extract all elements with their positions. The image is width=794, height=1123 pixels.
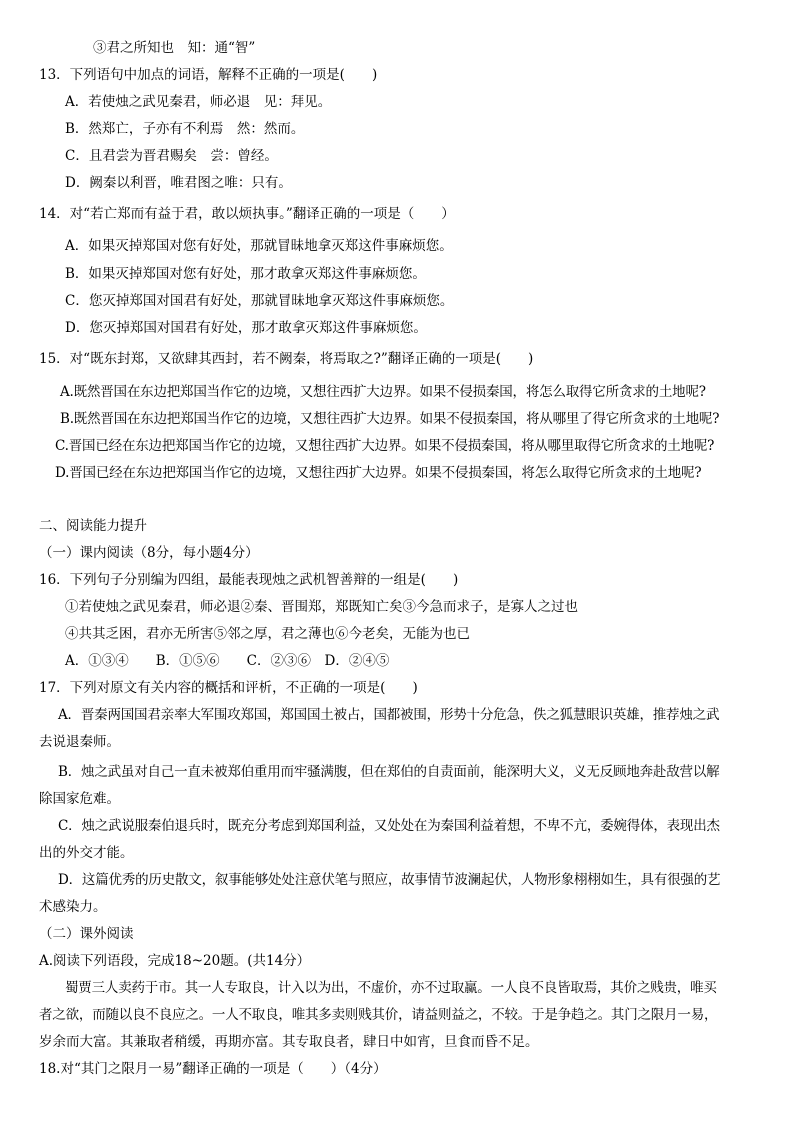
q12-option-3: ③君之所知也 知：通“智” bbox=[93, 40, 256, 56]
q17-option-b-line2: 除国家危难。 bbox=[39, 791, 120, 807]
q17-stem: 17．下列对原文有关内容的概括和评析，不正确的一项是( ) bbox=[39, 680, 418, 696]
subsection-extracurricular: （二）课外阅读 bbox=[39, 926, 134, 942]
q13-option-d: D．阙秦以利晋，唯君图之唯：只有。 bbox=[65, 175, 292, 191]
q17-option-d-line2: 术感染力。 bbox=[39, 899, 107, 915]
q17-option-c-line2: 出的外交才能。 bbox=[39, 845, 134, 861]
q13-option-b: B．然郑亡，子亦有不利焉 然：然而。 bbox=[65, 121, 305, 137]
q15-option-a: A.既然晋国在东边把郑国当作它的边境，又想往西扩大边界。如果不侵损秦国，将怎么取得它所贪求的土地呢? bbox=[60, 384, 706, 400]
q13-stem: 13．下列语句中加点的词语，解释不正确的一项是( ) bbox=[39, 67, 378, 83]
q13-option-c: C．且君尝为晋君赐矣 尝：曾经。 bbox=[65, 148, 278, 164]
q17-option-a-line2: 去说退秦师。 bbox=[39, 734, 120, 750]
q17-option-d-line1: D．这篇优秀的历史散文，叙事能够处处注意伏笔与照应，故事情节波澜起伏，人物形象栩栩如生，具有很强的艺 bbox=[58, 872, 721, 888]
passage-line-1: 蜀贾三人卖药于市。其一人专取良，计入以为出，不虚价，亦不过取赢。一人良不良皆取焉，其价之贱贵，唯买 bbox=[65, 980, 717, 996]
q13-option-a: A．若使烛之武见秦君，师必退 见：拜见。 bbox=[65, 94, 332, 110]
q16-sentences-2: ④共其乏困，君亦无所害⑤邻之厚，君之薄也⑥今老矣，无能为也已 bbox=[65, 626, 470, 642]
q17-option-a-line1: A．晋秦两国国君亲率大军围攻郑国，郑国国土被占，国都被围，形势十分危急，佚之狐慧眼识英雄，推荐烛之武 bbox=[58, 707, 720, 723]
q15-stem: 15．对“既东封郑，又欲肆其西封，若不阙秦，将焉取之?”翻译正确的一项是( ) bbox=[39, 351, 534, 367]
q15-option-b: B.既然晋国在东边把郑国当作它的边境，又想往西扩大边界。如果不侵损秦国，将从哪里了得它所贪求的土地呢? bbox=[60, 411, 720, 427]
q17-option-b-line1: B．烛之武虽对自己一直未被郑伯重用而牢骚满腹，但在郑伯的自责面前，能深明大义，义无反顾地奔赴敌营以解 bbox=[58, 764, 720, 780]
q16-stem: 16．下列句子分别编为四组，最能表现烛之武机智善辩的一组是( ) bbox=[39, 572, 459, 588]
q14-stem: 14．对“若亡郑而有益于君，敢以烦执事。”翻译正确的一项是（ ） bbox=[39, 206, 455, 222]
q18-stem: 18.对“其门之限月一易”翻译正确的一项是（ ）（4分） bbox=[39, 1061, 387, 1077]
q17-option-c-line1: C．烛之武说服秦伯退兵时，既充分考虑到郑国利益，又处处在为秦国利益着想，不卑不亢，委婉得体，表现出杰 bbox=[58, 818, 720, 834]
section-title: 二、阅读能力提升 bbox=[39, 518, 147, 534]
passage-line-3: 岁余而大富。其兼取者稍缓，再期亦富。其专取良者，肆日中如宵，旦食而昏不足。 bbox=[39, 1034, 539, 1050]
subsection-in-class: （一）课内阅读（8分，每小题4分） bbox=[39, 545, 259, 561]
passage-line-2: 者之欲，而随以良不良应之。一人不取良，唯其多卖则贱其价，请益则益之，不较。于是争趋之。其门之限月一易， bbox=[39, 1007, 718, 1023]
q15-option-d: D.晋国已经在东边把郑国当作它的边境，又想往西扩大边界。如果不侵损秦国，将怎么取得它所贪求的土地呢? bbox=[55, 465, 702, 481]
q14-option-c: C．您灭掉郑国对国君有好处，那就冒昧地拿灭郑这件事麻烦您。 bbox=[65, 293, 454, 309]
q16-sentences-1: ①若使烛之武见秦君，师必退②秦、晋围郑，郑既知亡矣③今急而求子，是寡人之过也 bbox=[65, 599, 578, 615]
q14-option-b: B．如果灭掉郑国对您有好处，那才敢拿灭郑这件事麻烦您。 bbox=[65, 266, 426, 282]
q16-choices: A．①③④ B．①⑤⑥ C．②③⑥ D．②④⑤ bbox=[65, 653, 390, 669]
part-a-title: A.阅读下列语段，完成18~20题。(共14分） bbox=[39, 953, 311, 969]
q14-option-a: A．如果灭掉郑国对您有好处，那就冒昧地拿灭郑这件事麻烦您。 bbox=[65, 238, 453, 254]
q15-option-c: C.晋国已经在东边把郑国当作它的边境，又想往西扩大边界。如果不侵损秦国，将从哪里取得它所贪求的土地呢? bbox=[55, 438, 715, 454]
q14-option-d: D．您灭掉郑国对国君有好处，那才敢拿灭郑这件事麻烦您。 bbox=[65, 320, 427, 336]
